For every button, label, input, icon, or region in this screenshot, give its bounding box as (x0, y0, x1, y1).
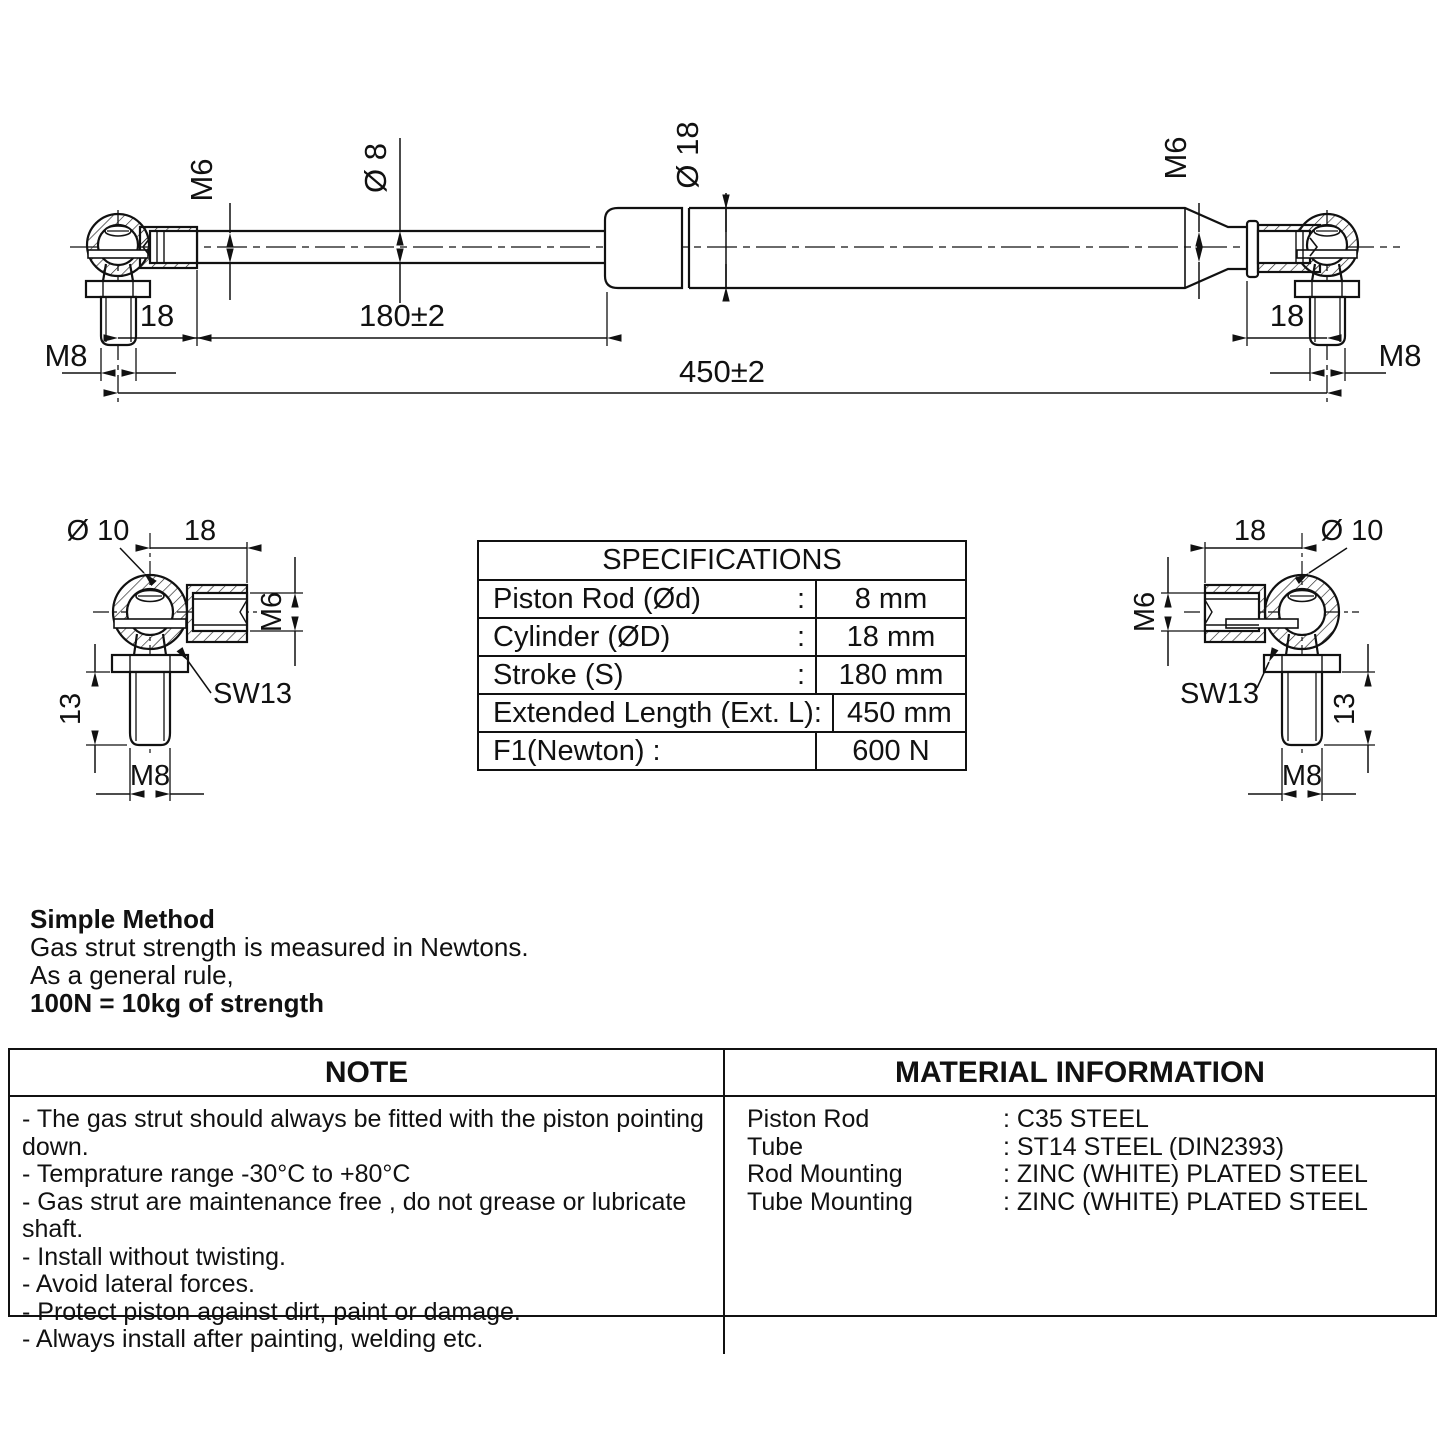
simple-method-title: Simple Method (30, 904, 215, 934)
note-item: - Protect piston against dirt, paint or damage. (22, 1297, 521, 1326)
simple-method-rule: 100N = 10kg of strength (30, 988, 325, 1018)
dim-label-rod-diameter: Ø 8 (358, 143, 393, 193)
spec-colon: : (796, 659, 805, 691)
material-value: : ST14 STEEL (DIN2393) (1003, 1132, 1285, 1161)
note-item: - Install without twisting. (22, 1242, 286, 1271)
dim-label-stud-thread-left: M8 (44, 338, 88, 373)
spec-label: Stroke (S) (493, 659, 624, 691)
spec-value: 450 mm (847, 697, 952, 729)
spec-value: 180 mm (838, 659, 944, 691)
simple-method-line: Gas strut strength is measured in Newtons. (30, 932, 529, 962)
spec-label: Piston Rod (Ød) (493, 583, 701, 615)
detail-label-stud-length: 13 (55, 692, 87, 726)
spec-table-title: SPECIFICATIONS (602, 544, 842, 576)
detail-joint-body (1205, 575, 1340, 745)
main-strut-drawing (0, 0, 1445, 445)
simple-method-line: As a general rule, (30, 960, 234, 990)
detail-label-stud-thread: M8 (129, 760, 171, 792)
dim-label-rod-thread-right: M6 (1158, 136, 1193, 180)
spec-label: F1(Newton) : (493, 735, 661, 767)
dim-label-stud-thread-right: M8 (1378, 338, 1422, 373)
note-material-table (8, 1048, 1437, 1353)
note-list (10, 1097, 725, 1354)
detail-label-stud-thread: M8 (1281, 760, 1323, 792)
material-label: Piston Rod (747, 1105, 870, 1133)
dim-label-end-length-left: 18 (139, 298, 175, 333)
detail-centerlines (93, 533, 268, 757)
detail-label-hex-size: SW13 (1180, 678, 1259, 710)
material-value: : C35 STEEL (1003, 1105, 1149, 1133)
spec-row-stroke (479, 655, 965, 693)
spec-label: Extended Length (Ext. L) (493, 697, 814, 729)
material-label: Tube Mounting (747, 1187, 913, 1216)
spec-row-extended-length (479, 693, 965, 731)
material-row (747, 1134, 1435, 1162)
spec-colon: : (796, 621, 805, 653)
material-label: Tube (747, 1132, 804, 1161)
spec-value: 8 mm (854, 583, 928, 615)
ball-joint-detail-left (10, 495, 390, 815)
spec-value: 18 mm (846, 621, 936, 653)
ball-joint-detail-right (1050, 495, 1440, 815)
material-header: MATERIAL INFORMATION (895, 1056, 1265, 1089)
material-row (747, 1106, 1435, 1134)
material-value: : ZINC (WHITE) PLATED STEEL (1003, 1187, 1368, 1216)
note-item: - Always install after painting, welding etc. (22, 1325, 484, 1353)
note-item: - The gas strut should always be fitted with the piston pointing down. (22, 1105, 704, 1161)
material-value: : ZINC (WHITE) PLATED STEEL (1003, 1160, 1368, 1188)
note-header: NOTE (10, 1050, 725, 1095)
spec-row-piston-rod (479, 579, 965, 617)
spec-row-cylinder (479, 617, 965, 655)
detail-label-stud-length: 13 (1329, 692, 1361, 726)
detail-label-ball-diameter: Ø 10 (1320, 515, 1384, 547)
dim-label-extended-length: 450±2 (679, 354, 765, 389)
note-table-body (10, 1097, 1435, 1354)
detail-label-socket-thread: M6 (256, 591, 288, 633)
spec-row-f1-newton (479, 731, 965, 769)
spec-colon: : (796, 583, 805, 615)
note-item: - Avoid lateral forces. (22, 1270, 255, 1298)
material-row (747, 1189, 1435, 1217)
spec-colon: : (813, 697, 822, 729)
detail-label-joint-width: 18 (183, 515, 217, 547)
material-label: Rod Mounting (747, 1160, 903, 1188)
spec-value: 600 N (852, 735, 930, 767)
note-item: - Gas strut are maintenance free , do not grease or lubricate shaft. (22, 1187, 687, 1243)
specifications-table (477, 540, 967, 771)
simple-method-block (30, 905, 529, 1017)
spec-label: Cylinder (ØD) (493, 621, 671, 653)
dim-label-end-length-right: 18 (1269, 298, 1305, 333)
dim-label-stroke: 180±2 (359, 298, 445, 333)
cylinder-tube (605, 208, 1258, 288)
detail-label-ball-diameter: Ø 10 (66, 515, 130, 547)
detail-joint-body (112, 575, 247, 745)
detail-label-joint-width: 18 (1233, 515, 1267, 547)
detail-label-hex-size: SW13 (213, 678, 292, 710)
note-table-header-row (10, 1050, 1435, 1097)
dim-label-rod-thread-left: M6 (184, 158, 219, 202)
dim-label-tube-diameter: Ø 18 (670, 121, 705, 189)
note-item: - Temprature range -30°C to +80°C (22, 1160, 411, 1188)
detail-label-socket-thread: M6 (1129, 591, 1161, 633)
material-row (747, 1161, 1435, 1189)
material-list (725, 1097, 1435, 1354)
